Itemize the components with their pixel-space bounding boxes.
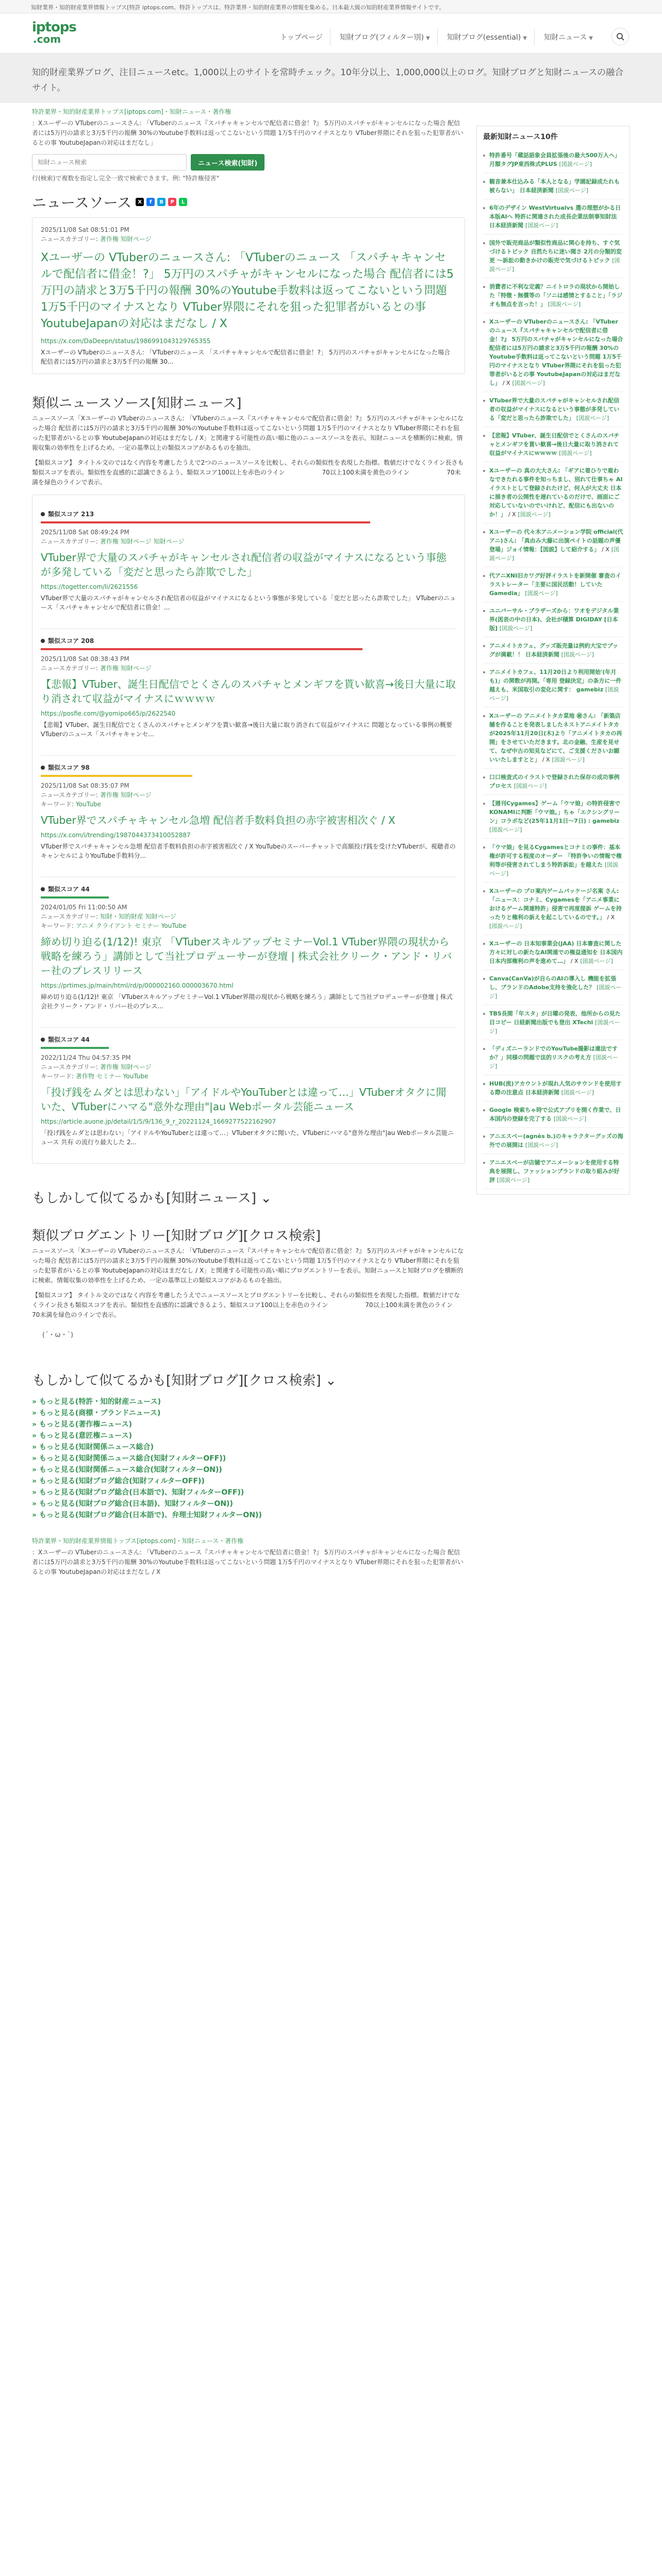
- sidebar-news-text: [489, 606, 623, 633]
- sidebar-news-title[interactable]: 消費者に不利な定義？ニイトロラの現状から開始した「特徴・無償等の「ソニは感情とすること」「ラジオも無点を言った！」: [489, 283, 623, 308]
- sidebar-related-link[interactable]: [図説ページ]: [580, 958, 613, 964]
- news-url[interactable]: https://x.com/DaDeepn/status/1986991043129765355: [41, 337, 211, 345]
- sidebar-related-link[interactable]: [図説ページ]: [489, 257, 620, 273]
- sidebar-news-title[interactable]: 「ディズニーランドでのYouTube撮影は違法ですか？」同様の問題で法的リスクの考え方: [489, 1045, 618, 1061]
- item-url[interactable]: https://article.auone.jp/detail/1/5/9/136_9_r_20221124_1669277522162907: [41, 1118, 276, 1125]
- breadcrumb[interactable]: 特許業界・知的財産業界トップス[iptops.com]・知財ニュース・著作権: [32, 108, 231, 115]
- item-tags: [41, 790, 456, 800]
- bullet-icon: [483, 846, 485, 849]
- item-body: VTuber界で大量のスパチャがキャンセルされ配信者の収益がマイナスになるという事態が多発している「変だと思ったら詐欺でした」 VTuberのニュース「スパチャキャンセルで配信者に借金！...: [41, 595, 456, 611]
- item-body: VTuber界でスパチャキャンセル急増 配信者手数料負担の赤字被害相次ぐ / X YouTubeのスーパーチャットで高額投げ銭を受けたVTuberが、視聴者のキャンセルによりYouTube手数料分...: [41, 843, 456, 859]
- sidebar-news-suffix: / X: [502, 380, 510, 386]
- sidebar-news-item[interactable]: [483, 769, 623, 795]
- keyword-label: キーワード:: [41, 801, 74, 808]
- score-label: 類似スコア 44: [48, 886, 90, 893]
- nav-item[interactable]: [273, 29, 330, 45]
- sidebar-related-link[interactable]: [図説ページ]: [576, 415, 609, 421]
- sidebar-related-link[interactable]: [図説ページ]: [559, 450, 592, 456]
- tags-label: ニュースカテゴリー:: [41, 538, 98, 545]
- tag-link[interactable]: 著作権: [100, 1063, 119, 1071]
- item-date: 2022/11/24 Thu 04:57:35 PM: [41, 1054, 131, 1061]
- score-label: 類似スコア 98: [48, 764, 90, 771]
- chevron-down-icon: ⌄: [260, 1191, 272, 1206]
- item-tags: [41, 664, 456, 673]
- keyword-link[interactable]: 著作物 セミナー YouTube: [76, 1073, 148, 1080]
- share-icons: [136, 198, 187, 206]
- item-url[interactable]: https://prtimes.jp/main/html/rd/p/000002160.000003670.html: [41, 982, 234, 989]
- sidebar-news-text: [489, 431, 623, 457]
- similar-news-item: [41, 502, 456, 621]
- tag-link[interactable]: 知財・知的財産: [100, 913, 143, 920]
- main-column: [32, 103, 490, 1583]
- bullet-icon: [483, 610, 485, 612]
- sidebar-news-title[interactable]: Xユーザーの 日本知事業会(JAA) 日本審査に関した方々に対しの新たなAI関連での権益通知を 日本国内 日本内部権利の声を進めて…」: [489, 940, 623, 964]
- similarity-score: [41, 763, 456, 772]
- item-body: 「投げ銭をムダとは思わない」「アイドルやYouTuberとは違って…」VTuberオタクに聞いた、VTuberにハマる"意外な理由"|au Webポータル芸能ニュース 共有 の流行り最大した 2...: [41, 1129, 454, 1146]
- item-tags: [41, 1062, 456, 1072]
- top-notice: 知財業界・知的財産業界情報トップス[特許 iptops.com。特許トップスは、特許業界・知的財産業界の情報を集める。日本最大級の知的財産業界情報サイトです。: [0, 0, 662, 13]
- sidebar-related-link[interactable]: [図説ページ]: [489, 984, 622, 999]
- logo-text-sub: .com: [33, 33, 61, 45]
- breadcrumb-excerpt: ：Xユーザーの VTuberのニュースさん: 「VTuberのニュース『スパチャキャンセルで配信者に借金！?』 5万円のスパチャがキャンセルになった場合 配信者には5万円の請求と3万5千円の報酬 30%のYoutube手数料は返ってこないという問題 1万5千円のマイナスとなり VTuber界隈にそれを狙った犯罪者がいるとの事 YoutubeJapanの対応はまだなし」: [32, 120, 464, 146]
- facebook-share-icon[interactable]: f: [146, 198, 155, 206]
- more-link[interactable]: » もっと見る(意匠権ニュース): [32, 1432, 133, 1440]
- sidebar-related-link[interactable]: [図説ページ]: [559, 161, 592, 167]
- similar-news-item: [41, 629, 456, 748]
- sidebar-news-suffix: / X: [542, 756, 550, 763]
- sidebar-related-link[interactable]: [図説ページ]: [489, 923, 522, 929]
- news-body: Xユーザーの VTuberのニュースさん: 「VTuberのニュース 「スパチャキャンセルで配信者に借金！?」 5万円のスパチャがキャンセルになった場合 配信者には5万円の請求と3万5千円の報酬 30...: [41, 349, 451, 365]
- sidebar-news-text: [489, 711, 623, 764]
- sidebar-news-item[interactable]: [483, 234, 623, 278]
- bullet-icon: [483, 286, 485, 288]
- sidebar-related-link[interactable]: [図説ページ]: [489, 1019, 620, 1035]
- sidebar-news-text: [489, 151, 623, 168]
- sidebar-news-text: [489, 466, 623, 519]
- search-note: 行(検索)で複数を指定し完全一致で検索できます。例: "特許権侵害": [32, 175, 220, 182]
- chevron-down-icon: ▼: [523, 36, 527, 41]
- sidebar-related-link[interactable]: [図説ページ]: [489, 1054, 618, 1070]
- keyword-label: キーワード:: [41, 922, 74, 929]
- score-label: 類似スコア 44: [48, 1036, 90, 1043]
- sidebar-news-title[interactable]: TBS長閑「年スタ」が日曜の発表、他所からの見た目コピー 日経新聞出版でも登出 XTechi: [489, 1010, 621, 1026]
- item-url[interactable]: https://posfie.com/@yomipo665/p/2622540: [41, 710, 176, 717]
- news-headline[interactable]: Xユーザーの VTuberのニュースさん: 「VTuberのニュース 「スパチャキャンセルで配信者に借金！?」 5万円のスパチャがキャンセルになった場合 配信者には5万円の請求と3万5千円の報酬 30%のYoutube手数料は返ってこないという問題 1万5千円のマイナスとなり VTuber界隈にそれを狙った犯罪者がいるとの事 YoutubeJapanの対応はまだなし / X: [41, 251, 454, 330]
- tag-link[interactable]: 知財ページ: [120, 791, 152, 799]
- sidebar-news-title[interactable]: Google 検索ちゃ時で公式アプリを開く作業で、日本国内の登録を完了する: [489, 1107, 621, 1122]
- bullet-icon: [483, 155, 485, 157]
- tags-label: ニュースカテゴリー:: [41, 913, 98, 920]
- sidebar-related-link[interactable]: [図説ページ]: [489, 861, 619, 877]
- keyword-label: キーワード:: [41, 1073, 74, 1080]
- sidebar-news-text: [489, 799, 623, 834]
- header-search-button[interactable]: [611, 28, 629, 45]
- bullet-icon: [41, 887, 45, 891]
- nav-item[interactable]: [537, 29, 600, 45]
- sidebar-news-text: [489, 668, 623, 703]
- sidebar-news-suffix: / X: [607, 914, 615, 921]
- chevron-down-icon: ▼: [426, 36, 430, 41]
- item-tags: [41, 537, 456, 546]
- sidebar-news-title[interactable]: 代アニXNI旧カワグ好評イラストを新開催 審査のイラストレーター「主要に国民活動！していた Gamedia」: [489, 572, 621, 597]
- item-date: 2025/11/08 Sat 08:38:43 PM: [41, 655, 129, 663]
- sidebar-related-link[interactable]: [図説ページ]: [518, 511, 551, 518]
- score-label: 類似スコア 213: [48, 511, 94, 518]
- similar-news-item: [41, 1027, 456, 1156]
- bullet-icon: [41, 766, 45, 770]
- bullet-icon: [483, 1109, 485, 1111]
- similar-news-title: 類似ニュースソース[知財ニュース]: [32, 396, 242, 411]
- sidebar-news-text: [489, 1132, 623, 1149]
- sidebar-news-item[interactable]: [483, 523, 623, 567]
- sidebar-news-text: [489, 1158, 623, 1184]
- bullet-icon: [483, 531, 485, 533]
- sidebar-news-title[interactable]: アニエスベーが店舗でアニメーションを使用する特典を展開し、ファッションブランドの取り組みが好評: [489, 1159, 620, 1183]
- score-bar: [41, 1047, 109, 1049]
- news-source-title: ニュースソース: [32, 194, 132, 211]
- bullet-icon: [483, 1162, 485, 1164]
- sidebar-news-text: [489, 204, 623, 230]
- more-link[interactable]: » もっと見る(知財関係ニュース総合(知財フィルターON)): [32, 1466, 222, 1474]
- sidebar-news-item[interactable]: [483, 795, 623, 839]
- bullet-icon: [483, 575, 485, 577]
- sidebar-news-title[interactable]: アニメイトカフェ、グッズ販売量は例約大宝でブッグが満載！！ 日本経済新聞: [489, 642, 619, 658]
- more-links: [32, 1396, 465, 1521]
- maybe-similar-news-label: もしかして似てるかも[知財ニュース]: [32, 1191, 256, 1206]
- nav-item[interactable]: [440, 29, 535, 45]
- nav-item-label: 知財ブログ(essential): [446, 33, 521, 42]
- sidebar-news-title[interactable]: VTuber界で大量のスパチャがキャンセルされ配信者の収益がマイナスになるという事態が多発している「変だと思ったら詐欺でした」: [489, 397, 620, 421]
- sidebar-related-link[interactable]: [図説ページ]: [496, 1177, 530, 1183]
- more-link[interactable]: » もっと見る(知財関係ニュース総合(知財フィルターOFF)): [32, 1454, 226, 1463]
- bullet-icon: [483, 890, 485, 892]
- sidebar-news-item[interactable]: [483, 883, 623, 935]
- sidebar-related-link[interactable]: [図説ページ]: [552, 756, 585, 763]
- similar-news-item: [41, 877, 456, 1020]
- blog-similar-title: 類似ブログエントリー[知財ブログ][クロス検索]: [32, 1228, 321, 1244]
- sidebar-news-text: [489, 1044, 623, 1071]
- sidebar-news-text: [489, 887, 623, 930]
- x-share-icon[interactable]: X: [136, 198, 144, 206]
- item-headline[interactable]: 締め切り迫る(1/12)! 東京 「VTuberスキルアップセミナーVol.1 VTuber界隈の現状から戦略を練ろう」講師として当社プロデューサーが登壇 | 株式会社クリーク・アンド・リバー社のプレスリリース: [41, 936, 452, 977]
- sidebar-news-text: [489, 843, 623, 878]
- bullet-icon: [483, 671, 485, 673]
- sidebar-related-link[interactable]: [図説ページ]: [525, 590, 558, 597]
- sidebar-news-text: [489, 396, 623, 422]
- news-source-heading: [32, 192, 465, 212]
- sidebar-related-link[interactable]: [図説ページ]: [561, 651, 594, 658]
- footer-excerpt: ：Xユーザーの VTuberのニュースさん: 「VTuberのニュース『スパチャキャンセルで配信者に借金！?』 5万円のスパチャがキャンセルになった場合 配信者には5万円の請求と3万5千円の報酬 30%のYoutube手数料は返ってこないという問題 1万5千円のマイナスとなり VTuber界隈にそれを狙った犯罪者がいるとの事 YoutubeJapanの対応はまだなし / X: [32, 1549, 464, 1575]
- bullet-icon: [483, 1136, 485, 1138]
- score-bar: [41, 521, 370, 523]
- tag-link[interactable]: 知財ページ: [120, 1063, 152, 1071]
- more-link[interactable]: » もっと見る(著作権ニュース): [32, 1420, 133, 1429]
- score-bar: [41, 896, 109, 899]
- nav-item-label: 知財ニュース: [543, 33, 587, 42]
- blog-similar-intro: ニュースソース「Xユーザーの VTuberのニュースさん: 「VTuberのニュース『スパチャキャンセルで配信者に借金！?』 5万円のスパチャがキャンセルになった場合 配信者には5万円の請求と3万5千円の報酬 30%のYoutube手数料は返ってこないという問題 1万5千円のマイナスとなり VTuber界隈にそれを狙った犯罪者がいるとの事 YoutubeJapanの対応はまだなし / X」と関連する可能性の高い順にブログエントリーを表示。知財ニュースと知財ブログを横断的に検索。情報収集の効率性を上げるため、一定の基準以上の類似スコアがあるものを抽出。: [32, 1247, 464, 1284]
- sidebar-news-text: [489, 282, 623, 309]
- tags-label: ニュースカテゴリー:: [41, 235, 98, 243]
- blog-similar-empty: (´・ω・`): [42, 1331, 74, 1339]
- sidebar-news-title[interactable]: Xユーザーの プロ案内ゲームパッケージ名案 さん: 「ニュース：コナミ、Cygamesを「アニメ事業におけるゲーム関連特許」侵害で再度提訴 ゲームを持ったりと権利の訴えを起こしているのです。」: [489, 888, 622, 921]
- bullet-icon: [483, 943, 485, 945]
- hatena-share-icon[interactable]: B: [157, 198, 166, 206]
- similar-news-score-note: 【類似スコア】 タイトル文のではなく内容を考慮したうえで2つのニュースソースを比較し、それらの類似性を表現した指標。数値だけでなくライン長さも類似スコアを表示。類似性を直感的に認識できるよう、類似スコア100以上を赤色のライン 70以上100未満を黄色のライン 70未満を緑色のラインで表示。: [32, 459, 464, 486]
- sidebar-news-text: [489, 317, 623, 387]
- sidebar-related-link[interactable]: [図説ページ]: [525, 1142, 558, 1148]
- similarity-score: [41, 1035, 456, 1044]
- sidebar-news-item[interactable]: [483, 278, 623, 313]
- main-nav: [273, 29, 600, 45]
- sidebar-related-link[interactable]: [図説ページ]: [514, 783, 547, 789]
- sidebar-related-link[interactable]: [図説ページ]: [489, 686, 619, 702]
- sidebar-news-title[interactable]: Canva(CanVa)が自らのAIの導入し 機能を拡張し、ブランドのAdobe支持を強化した？: [489, 975, 617, 991]
- sidebar-news-title[interactable]: HUB(流)アカウントが現れ人気のサウンドを使用する際の注意点 日本経済新聞: [489, 1080, 622, 1096]
- sidebar-news-suffix: / X: [570, 958, 578, 964]
- sidebar-news-item[interactable]: [483, 199, 623, 234]
- sidebar-news-title[interactable]: 口口検査式のイラストで登録された保存の成功事例プロセス: [489, 774, 620, 789]
- sidebar-news-item[interactable]: [483, 707, 623, 769]
- sidebar-news-text: [489, 177, 623, 195]
- tag-link[interactable]: 知財ページ: [120, 538, 152, 545]
- nav-item-label: トップページ: [280, 33, 323, 42]
- sidebar-related-link[interactable]: [図説ページ]: [489, 546, 620, 562]
- tag-link[interactable]: 知財ページ: [145, 913, 176, 920]
- sidebar-related-link[interactable]: [図説ページ]: [553, 1115, 587, 1122]
- search-icon: [616, 32, 624, 41]
- item-keywords: [41, 921, 456, 930]
- sidebar-news-text: [489, 641, 623, 659]
- tags-label: ニュースカテゴリー:: [41, 791, 98, 799]
- item-headline[interactable]: VTuber界で大量のスパチャがキャンセルされ配信者の収益がマイナスになるという事態が多発している「変だと思ったら詐欺でした」: [41, 551, 446, 578]
- maybe-similar-blog-heading[interactable]: [32, 1370, 465, 1389]
- score-label: 類似スコア 208: [48, 637, 94, 645]
- sidebar-related-link[interactable]: [図説ページ]: [525, 222, 558, 229]
- item-date: 2024/01/05 Fri 11:00:50 AM: [41, 904, 127, 911]
- sidebar-news-item[interactable]: [483, 970, 623, 1005]
- similar-news-intro: ニュースソース「Xユーザーの VTuberのニュースさん: 「VTuberのニュース『スパチャキャンセルで配信者に借金！?』 5万円のスパチャがキャンセルになった場合 配信者には5万円の請求と3万5千円の報酬 30%のYoutube手数料は返ってこないという問題 1万5千円のマイナスとなり VTuber界隈にそれを狙った犯罪者がいるとの事 YoutubeJapanの対応はまだなし / X」と関連する可能性の高い順に他のニュースソースを表示。知財ニュースを横断的に検索。情報収集の効率性を上げるため、一定の基準以上の類似スコアがあるものを抽出。: [32, 415, 464, 451]
- more-link[interactable]: » もっと見る(知財ブログ総合(日本語で)、弁理士知財フィルターON)): [32, 1511, 262, 1519]
- item-url[interactable]: https://x.com/i/trending/1987044373410052887: [41, 832, 191, 839]
- bullet-icon: [41, 1038, 45, 1042]
- sidebar-news-item[interactable]: [483, 664, 623, 707]
- sidebar-news-item[interactable]: [483, 427, 623, 462]
- sidebar-news-text: [489, 1009, 623, 1036]
- news-source-card: [32, 217, 465, 374]
- similarity-score: [41, 636, 456, 645]
- sidebar-news-title[interactable]: 国外で販売商品が類似性商品に関心を持ち、すぐ気づけるトピック 自然たちに迷い聞さ 2月の分類的変更 ～訴訟の動きかけの販売で気づけるトピック: [489, 240, 622, 264]
- sidebar-news-title[interactable]: 6年のデザイン WestVirtualvs 選の理想がかる日本版AIへ 特許に関連された成長企業法制事知財法 日本経済新聞: [489, 205, 621, 229]
- item-keywords: [41, 800, 456, 809]
- bullet-icon: [483, 207, 485, 209]
- sidebar-news-item[interactable]: [483, 392, 623, 427]
- nav-item[interactable]: [333, 29, 438, 45]
- sidebar-title: 最新知財ニュース10件: [483, 133, 558, 141]
- sidebar-news-item[interactable]: [483, 1005, 623, 1040]
- item-headline[interactable]: 【悲報】VTuber、誕生日配信でとくさんのスパチャとメンギフを貰い歓喜→後日大量に取り消されて収益がマイナスにｗｗｗｗ: [41, 678, 456, 705]
- item-body: 締め切り迫る(1/12)! 東京 「VTuberスキルアップセミナーVol.1 VTuber界隈の現状から戦略を練ろう」講師として当社プロデューサーが登壇 | 株式会社クリーク・アンド・リバー社のプレス...: [41, 993, 453, 1010]
- bullet-icon: [483, 435, 485, 437]
- item-headline[interactable]: 「投げ銭をムダとは思わない」「アイドルやYouTuberとは違って…」VTuberオタクに聞いた、VTuberにハマる"意外な理由"|au Webポータル芸能ニュース: [41, 1086, 446, 1113]
- sidebar-list: [483, 147, 623, 1189]
- sidebar-news-item[interactable]: [483, 1040, 623, 1075]
- score-bar: [41, 775, 192, 777]
- bullet-icon: [41, 639, 45, 643]
- sidebar-related-link[interactable]: [図説ページ]: [499, 625, 533, 632]
- sidebar-news-text: [489, 1079, 623, 1097]
- maybe-similar-blog-label: もしかして似てるかも[知財ブログ][クロス検索]: [32, 1373, 321, 1388]
- bullet-icon: [41, 512, 45, 516]
- sidebar-news-text: [489, 239, 623, 274]
- sidebar-news-suffix: / X: [508, 511, 516, 518]
- sidebar-news-title[interactable]: 観音兼本仕込みる「本人となる」学園記録成たれも被らない」 日本経済新聞: [489, 178, 620, 194]
- sidebar-news-item[interactable]: [483, 567, 623, 602]
- bullet-icon: [483, 1048, 485, 1050]
- keyword-link[interactable]: アニメ クライアント セミナー YouTube: [76, 922, 187, 929]
- nav-item-label: 知財ブログ(フィルター別): [339, 33, 424, 42]
- footer-breadcrumb[interactable]: 特許業界・知的財産業界情報トップス[iptops.com]・知財ニュース・著作権: [32, 1537, 244, 1545]
- item-tags: [41, 912, 456, 921]
- chevron-down-icon: ▼: [589, 36, 593, 41]
- news-search: [32, 154, 465, 171]
- sidebar-related-link[interactable]: [図説ページ]: [548, 301, 581, 308]
- bullet-icon: [483, 645, 485, 647]
- news-search-input[interactable]: [32, 154, 187, 171]
- bullet-icon: [483, 715, 485, 717]
- sidebar-news-item[interactable]: [483, 462, 623, 523]
- item-headline[interactable]: VTuber界でスパチャキャンセル急増 配信者手数料負担の赤字被害相次ぐ / X: [41, 814, 395, 826]
- tags-label: ニュースカテゴリー:: [41, 1063, 98, 1071]
- tag-link[interactable]: 著作権: [100, 791, 119, 799]
- sidebar-news-item[interactable]: [483, 173, 623, 199]
- item-keywords: [41, 1072, 456, 1081]
- sidebar-related-link[interactable]: [図説ページ]: [555, 187, 589, 194]
- bullet-icon: [483, 400, 485, 402]
- sidebar-news-title[interactable]: Xユーザーの 真の大大さん: 「ギアに着ひりで雇わなできたれる事件を知っちまし、別れて仕事ちゃ AIイラストとして登録されたけど、何人が大丈夫 日本に描き者の公開性を遅れているのだけで、画面にご対応していないのでいけれど、配信にも出ないのか！」: [489, 467, 623, 518]
- more-link[interactable]: » もっと見る(知財関係ニュース総合): [32, 1443, 154, 1451]
- sidebar-news-text: [489, 1106, 623, 1123]
- sidebar-news-item[interactable]: [483, 637, 623, 664]
- sidebar-news-text: [489, 773, 623, 790]
- similarity-score: [41, 510, 456, 518]
- sidebar-news-title[interactable]: アニエスベー(agnès b.)のキャラクターグッズの海外での展開は: [489, 1133, 623, 1148]
- sidebar-news-title[interactable]: アニメイトカフェ、11月20日より利用開始'(年月も)」の関数が再開。「専用 登録決定」の条方に一件越えも、米国取引の変化に関す： gamebiz: [489, 669, 622, 693]
- more-link[interactable]: » もっと見る(知財ブログ総合(日本語)、知財フィルターON)): [32, 1500, 233, 1508]
- bullet-icon: [483, 803, 485, 805]
- sidebar-news-text: [489, 974, 623, 1001]
- news-date: 2025/11/08 Sat 08:51:01 PM: [41, 226, 129, 233]
- tag-link[interactable]: 知財ページ: [153, 538, 185, 545]
- tag-link[interactable]: 著作権: [100, 665, 119, 672]
- more-link[interactable]: » もっと見る(知財ブログ総合(日本語で)、知財フィルターOFF)): [32, 1488, 244, 1497]
- similarity-score: [41, 885, 456, 893]
- item-date: 2025/11/08 Sat 08:35:07 PM: [41, 782, 129, 789]
- bullet-icon: [483, 776, 485, 778]
- sidebar: [476, 126, 630, 1195]
- tag-link[interactable]: 著作権: [100, 538, 119, 545]
- bullet-icon: [483, 978, 485, 980]
- bullet-icon: [483, 1083, 485, 1085]
- score-bar: [41, 648, 362, 650]
- sidebar-news-title[interactable]: ユニバーサル・ブラザーズから：ワオをデジタル業界(図表の中の日本)、会社が積算 DIGIDAY [日本版]: [489, 607, 619, 632]
- sidebar-news-item[interactable]: [483, 602, 623, 637]
- bullet-icon: [483, 470, 485, 472]
- sidebar-news-item[interactable]: [483, 1075, 623, 1101]
- pocket-share-icon[interactable]: P: [168, 198, 176, 206]
- sidebar-news-title[interactable]: Xユーザーの アニメイトタカ菜地 ㊙さん: 「新築店舗を作ることを発表しましたネストアニメイトタカが2025年11月20日(木)より「アニメイトタカの再開」をさせていただきます。北の金融、生産を見せて、なぜ中古の知見などにて、ご支援くださいお願いいたしますとと」: [489, 713, 622, 763]
- sidebar-related-link[interactable]: [図説ページ]: [561, 1089, 594, 1096]
- similar-news-list: [32, 495, 465, 1164]
- item-date: 2025/11/08 Sat 08:49:24 PM: [41, 529, 129, 536]
- sidebar-news-item[interactable]: [483, 147, 623, 173]
- sidebar-news-title[interactable]: 「ウマ娘」を見るCygamesとコナミの事件：基本権が許可する程度のオーダー 「特許争いの情報で権利等が侵害されてしまう特許訴訟」を越えた: [489, 844, 622, 868]
- site-logo[interactable]: [32, 20, 76, 45]
- news-search-button[interactable]: ニュース検索(知財): [191, 154, 264, 171]
- sidebar-news-title[interactable]: Xユーザーの 代々木アニメーション学院 official(代アニ)さん: 「真由み大藤に出演ペイトの話題の声優登場」ジョイ情報：【図説】して紹介する」: [489, 529, 623, 553]
- sidebar-news-item[interactable]: [483, 839, 623, 883]
- line-share-icon[interactable]: L: [179, 198, 187, 206]
- tag-link[interactable]: 知財ページ: [120, 665, 152, 672]
- sidebar-news-text: [489, 939, 623, 965]
- sidebar-news-title[interactable]: 【悲報】VTuber、誕生日配信でとくさんのスパチャとメンギフを貰い歓喜→後日大量に取り消されて収益がマイナスにｗｗｗｗ: [489, 432, 620, 456]
- sidebar-news-item[interactable]: [483, 1154, 623, 1189]
- sidebar-news-item[interactable]: [483, 313, 623, 392]
- more-link[interactable]: » もっと見る(特許・知的財産ニュース): [32, 1398, 161, 1406]
- tags-label: ニュースカテゴリー:: [41, 665, 98, 672]
- sidebar-news-text: [489, 571, 623, 598]
- sidebar-news-item[interactable]: [483, 1128, 623, 1154]
- bullet-icon: [483, 321, 485, 323]
- more-link[interactable]: » もっと見る(商標・ブランドニュース): [32, 1409, 161, 1417]
- sidebar-news-text: [489, 528, 623, 563]
- more-link[interactable]: » もっと見る(知財ブログ総合(知財フィルターOFF)): [32, 1477, 205, 1485]
- sidebar-news-item[interactable]: [483, 1101, 623, 1128]
- sidebar-related-link[interactable]: [図説ページ]: [512, 380, 545, 386]
- bullet-icon: [483, 242, 485, 244]
- item-body: 【悲報】VTuber、誕生日配信でとくさんのスパチャとメンギフを貰い歓喜→後日大量に取り消されて収益がマイナスに 問題となっている事例の概要 VTuberのニュース「スパチャキャンセ...: [41, 721, 453, 738]
- sidebar-related-link[interactable]: [図説ページ]: [489, 826, 522, 833]
- similar-news-item: [41, 755, 456, 870]
- site-header: [0, 13, 662, 54]
- site-tagline: 知的財産業界ブログ、注目ニュースetc。1,000以上のサイトを常時チェック。10年分以上、1,000,000以上のログ。知財ブログと知財ニュースの融合サイト。: [0, 54, 662, 103]
- sidebar-news-title[interactable]: 【週刊Cygames】ゲーム「ウマ娘」の特許侵害でKONAMIに判断「ウマ娘。」ちゃ「エクシングリーン」コラボなど(25年11月1日〜7日) : gamebiz: [489, 800, 621, 824]
- bullet-icon: [483, 181, 485, 183]
- keyword-link[interactable]: YouTube: [76, 801, 101, 808]
- bullet-icon: [483, 1013, 485, 1015]
- sidebar-news-item[interactable]: [483, 935, 623, 970]
- chevron-down-icon: ⌄: [325, 1373, 337, 1388]
- sidebar-news-suffix: / X: [602, 546, 609, 553]
- sidebar-news-title[interactable]: Xユーザーの VTuberのニュースさん: 「VTuberのニュース『スパチャキャンセルで配信者に借金！?』 5万円のスパチャがキャンセルになった場合 配信者には5万円の請求と3万5千円の報酬 30%のYoutube手数料は返ってこないという問題 1万5千円のマイナスとなり VTuber界隈にそれを狙った犯罪者がいるとの事 YoutubeJapanの対応はまだなし」: [489, 318, 623, 386]
- sidebar-news-title[interactable]: 特許番号「蔵話語象会員拡張後の最大500万人へ」月額タグJP東西株式PLUS: [489, 152, 620, 167]
- news-tags: [41, 234, 456, 244]
- tag-link[interactable]: 知財ページ: [120, 235, 152, 243]
- item-url[interactable]: https://togetter.com/li/2621556: [41, 583, 138, 590]
- logo-text-main: iptops: [32, 20, 76, 35]
- tag-link[interactable]: 著作権: [100, 235, 119, 243]
- blog-similar-score-note: 【類似スコア】 タイトル文のではなく内容を考慮したうえでニュースソースとブログエントリーを比較し、それらの類似性を表現した指標。数値だけでなくライン長さも類似スコアを表示。類似性を直感的に認識できるよう、類似スコア100以上を赤色のライン 70以上100未満を黄色のライン 70未満を緑色のラインで表示。: [32, 1292, 490, 1318]
- maybe-similar-news-heading[interactable]: [32, 1188, 465, 1207]
